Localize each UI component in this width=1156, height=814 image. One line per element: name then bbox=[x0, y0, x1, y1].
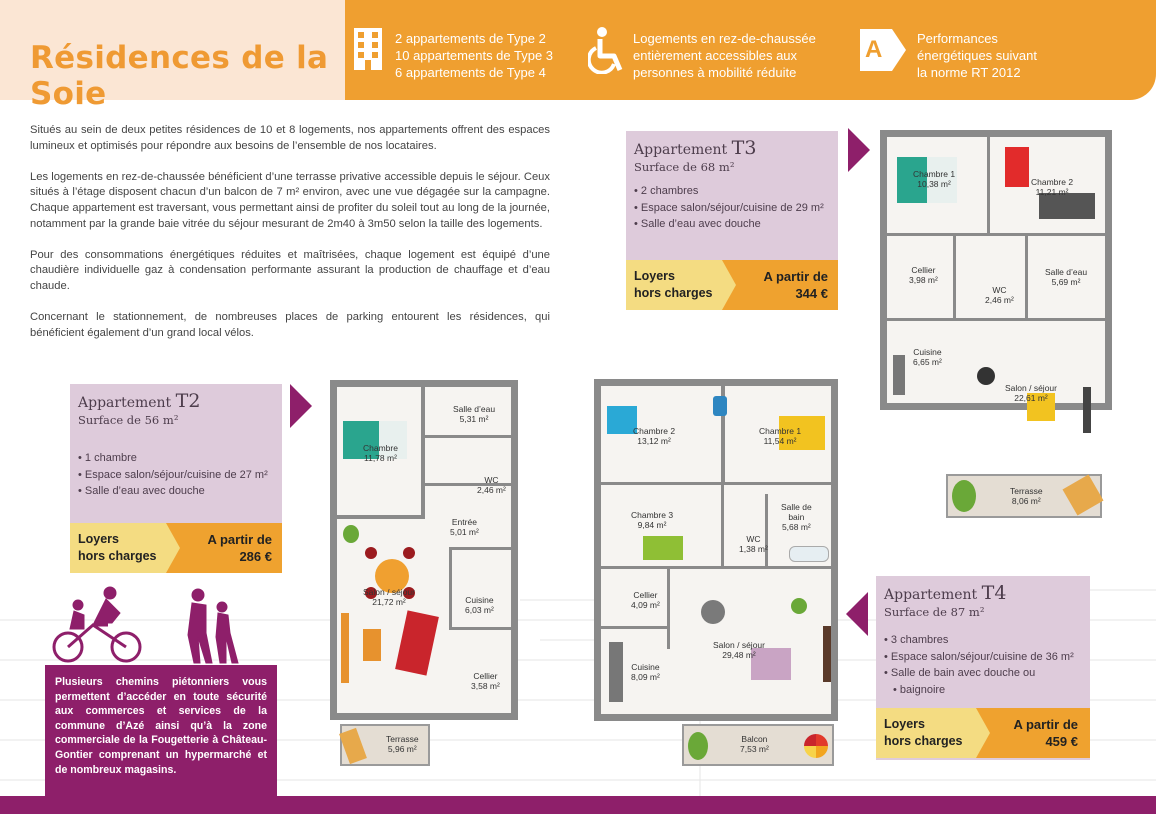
room-label: Cuisine 6,03 m² bbox=[465, 595, 494, 615]
deck-chair-icon bbox=[1063, 475, 1104, 516]
rent-price: A partir de 459 € bbox=[1013, 717, 1078, 749]
apartment-features bbox=[884, 632, 1074, 698]
chair-icon bbox=[713, 396, 727, 416]
sofa-icon bbox=[395, 610, 439, 675]
room-label: WC 2,46 m² bbox=[477, 475, 506, 495]
room-label: Salon / séjour 22,61 m² bbox=[1005, 383, 1057, 403]
room-label: Salle d’eau 5,31 m² bbox=[453, 404, 496, 424]
intro-paragraph: Pour des consommations énergétiques réduites et maîtrisées, chaque logement est équipé d’une chaudière individuelle gaz à condensation performante assurant la production de chauffage et d’eau chaude. bbox=[30, 248, 550, 292]
room-label: Cuisine 8,09 m² bbox=[631, 662, 660, 682]
tv-cabinet-icon bbox=[823, 626, 831, 682]
desk-icon bbox=[1005, 147, 1029, 187]
apartment-surface: Surface de 87 m² bbox=[884, 605, 985, 619]
footer-band bbox=[0, 796, 1156, 814]
room-label: Balcon 7,53 m² bbox=[740, 734, 769, 754]
room-label: Cuisine 6,65 m² bbox=[913, 347, 942, 367]
wheelchair-icon bbox=[588, 26, 628, 74]
apartment-surface: Surface de 56 m² bbox=[78, 413, 179, 427]
parasol-icon bbox=[804, 734, 828, 758]
apartment-title: Appartement T2 bbox=[78, 390, 201, 412]
apartment-features bbox=[78, 450, 268, 500]
floor-plan-t2 bbox=[330, 380, 518, 720]
plant-icon bbox=[791, 598, 807, 614]
feature-accessibility: Logements en rez-de-chaussée entièrement accessibles aux personnes à mobilité réduite bbox=[633, 31, 816, 80]
feature-item: • 2 chambres bbox=[634, 183, 824, 200]
dining-table-icon bbox=[701, 600, 725, 624]
bathtub-icon bbox=[789, 546, 829, 562]
bed-icon bbox=[643, 536, 683, 560]
mobility-info-text: Plusieurs chemins piétonniers vous permettent d’accéder en toute sécurité aux commerces et services de la commune d’Azé ainsi qu’à la zone commerciale de la Fougetterie à Château-Gontier comprenant un hypermarché et de nombreux magasins. bbox=[55, 676, 267, 776]
feature-item: • Salle de bain avec douche ou bbox=[884, 665, 1074, 682]
room-label: Chambre 1 11,54 m² bbox=[759, 426, 802, 446]
room-label: Terrasse 5,96 m² bbox=[386, 734, 419, 754]
intro-text bbox=[30, 123, 550, 357]
apartment-title: Appartement T3 bbox=[634, 137, 757, 159]
rent-label: Loyers hors charges bbox=[78, 532, 157, 563]
room-label: Chambre 3 9,84 m² bbox=[631, 510, 674, 530]
room-label: Chambre 11,78 m² bbox=[363, 443, 398, 463]
feature-apartment-types: 2 appartements de Type 2 10 appartements de Type 3 6 appartements de Type 4 bbox=[395, 31, 554, 80]
header-title-panel bbox=[0, 0, 345, 112]
coffee-table-icon bbox=[363, 629, 381, 661]
price-banner-t3 bbox=[626, 260, 838, 310]
price-banner-t2 bbox=[70, 523, 282, 573]
room-label: Chambre 1 10,38 m² bbox=[913, 169, 956, 189]
arrow-left-icon bbox=[846, 592, 868, 636]
room-label: Terrasse 8,06 m² bbox=[1010, 486, 1043, 506]
floor-plan-t3 bbox=[880, 130, 1112, 410]
feature-item: • Salle d’eau avec douche bbox=[78, 483, 268, 500]
room-label: Cellier 3,58 m² bbox=[471, 671, 500, 691]
feature-energy: Performances énergétiques suivant la norme RT 2012 bbox=[917, 31, 1037, 80]
dining-table-icon bbox=[977, 367, 995, 385]
feature-item: • baignoire bbox=[884, 682, 1074, 699]
energy-class-badge: A bbox=[865, 36, 883, 63]
building-icon bbox=[352, 26, 384, 72]
room-label: Salle d’eau 5,69 m² bbox=[1045, 267, 1088, 287]
page-title: Résidences de la Soie bbox=[30, 40, 329, 112]
feature-item: • Espace salon/séjour/cuisine de 29 m² bbox=[634, 200, 824, 217]
terrace-t3 bbox=[946, 474, 1102, 518]
apartment-title: Appartement T4 bbox=[884, 582, 1007, 604]
plant-icon bbox=[343, 525, 359, 543]
room-label: WC 1,38 m² bbox=[739, 534, 768, 554]
apartment-surface: Surface de 68 m² bbox=[634, 160, 735, 174]
feature-item: • 3 chambres bbox=[884, 632, 1074, 649]
apartment-features bbox=[634, 183, 824, 233]
room-label: Salle de bain 5,68 m² bbox=[781, 502, 812, 532]
mobility-info-box bbox=[45, 665, 277, 800]
room-label: Salon / séjour 21,72 m² bbox=[363, 587, 415, 607]
rent-price: A partir de 344 € bbox=[763, 269, 828, 301]
arrow-right-icon bbox=[848, 128, 870, 172]
feature-item: • Salle d’eau avec douche bbox=[634, 216, 824, 233]
room-label: Cellier 4,09 m² bbox=[631, 590, 660, 610]
room-label: Entrée 5,01 m² bbox=[450, 517, 479, 537]
terrace-t2 bbox=[340, 724, 430, 766]
kitchen-counter-icon bbox=[609, 642, 623, 702]
feature-item: • Espace salon/séjour/cuisine de 36 m² bbox=[884, 649, 1074, 666]
plant-icon bbox=[952, 480, 976, 512]
rent-price: A partir de 286 € bbox=[207, 532, 272, 564]
rent-label: Loyers hors charges bbox=[634, 269, 713, 300]
header-features-panel bbox=[345, 0, 1156, 100]
intro-paragraph: Les logements en rez-de-chaussée bénéficient d’une terrasse privative accessible depuis le séjour. Ceux situés à l’étage disposent chacun d’un balcon de 7 m² environ, avec une vue dégagée sur la campagne. Chaque appartement est traversant, vous permettant ainsi de profiter du soleil tout au long de la journée, notamment par la grande baie vitrée du séjour mesurant de 2m40 à 3m50 selon la taille des logements. bbox=[30, 170, 550, 230]
balcony-t4 bbox=[682, 724, 834, 766]
room-label: Chambre 2 13,12 m² bbox=[633, 426, 676, 446]
intro-paragraph: Concernant le stationnement, de nombreuses places de parking entourent les résidences, qui bénéficient également d’un grand local vélos. bbox=[30, 311, 550, 339]
room-label: Salon / séjour 29,48 m² bbox=[713, 640, 765, 660]
cyclists-walkers-illustration bbox=[48, 585, 248, 665]
room-label: Cellier 3,98 m² bbox=[909, 265, 938, 285]
intro-paragraph: Situés au sein de deux petites résidences de 10 et 8 logements, nos appartements offrent des espaces lumineux et optimisés pour répondre aux besoins de l’ensemble de nos locataires. bbox=[30, 124, 550, 152]
deck-chair-icon bbox=[339, 728, 367, 764]
plant-icon bbox=[688, 732, 708, 760]
rent-label: Loyers hors charges bbox=[884, 717, 963, 748]
room-label: Chambre 2 11,21 m² bbox=[1031, 177, 1074, 197]
tv-cabinet-icon bbox=[341, 613, 349, 683]
feature-item: • Espace salon/séjour/cuisine de 27 m² bbox=[78, 467, 268, 484]
room-label: WC 2,46 m² bbox=[985, 285, 1014, 305]
kitchen-counter-icon bbox=[893, 355, 905, 395]
floor-plan-t4 bbox=[594, 379, 838, 721]
tv-cabinet-icon bbox=[1083, 387, 1091, 433]
feature-item: • 1 chambre bbox=[78, 450, 268, 467]
price-banner-t4 bbox=[876, 708, 1090, 758]
arrow-right-icon bbox=[290, 384, 312, 428]
